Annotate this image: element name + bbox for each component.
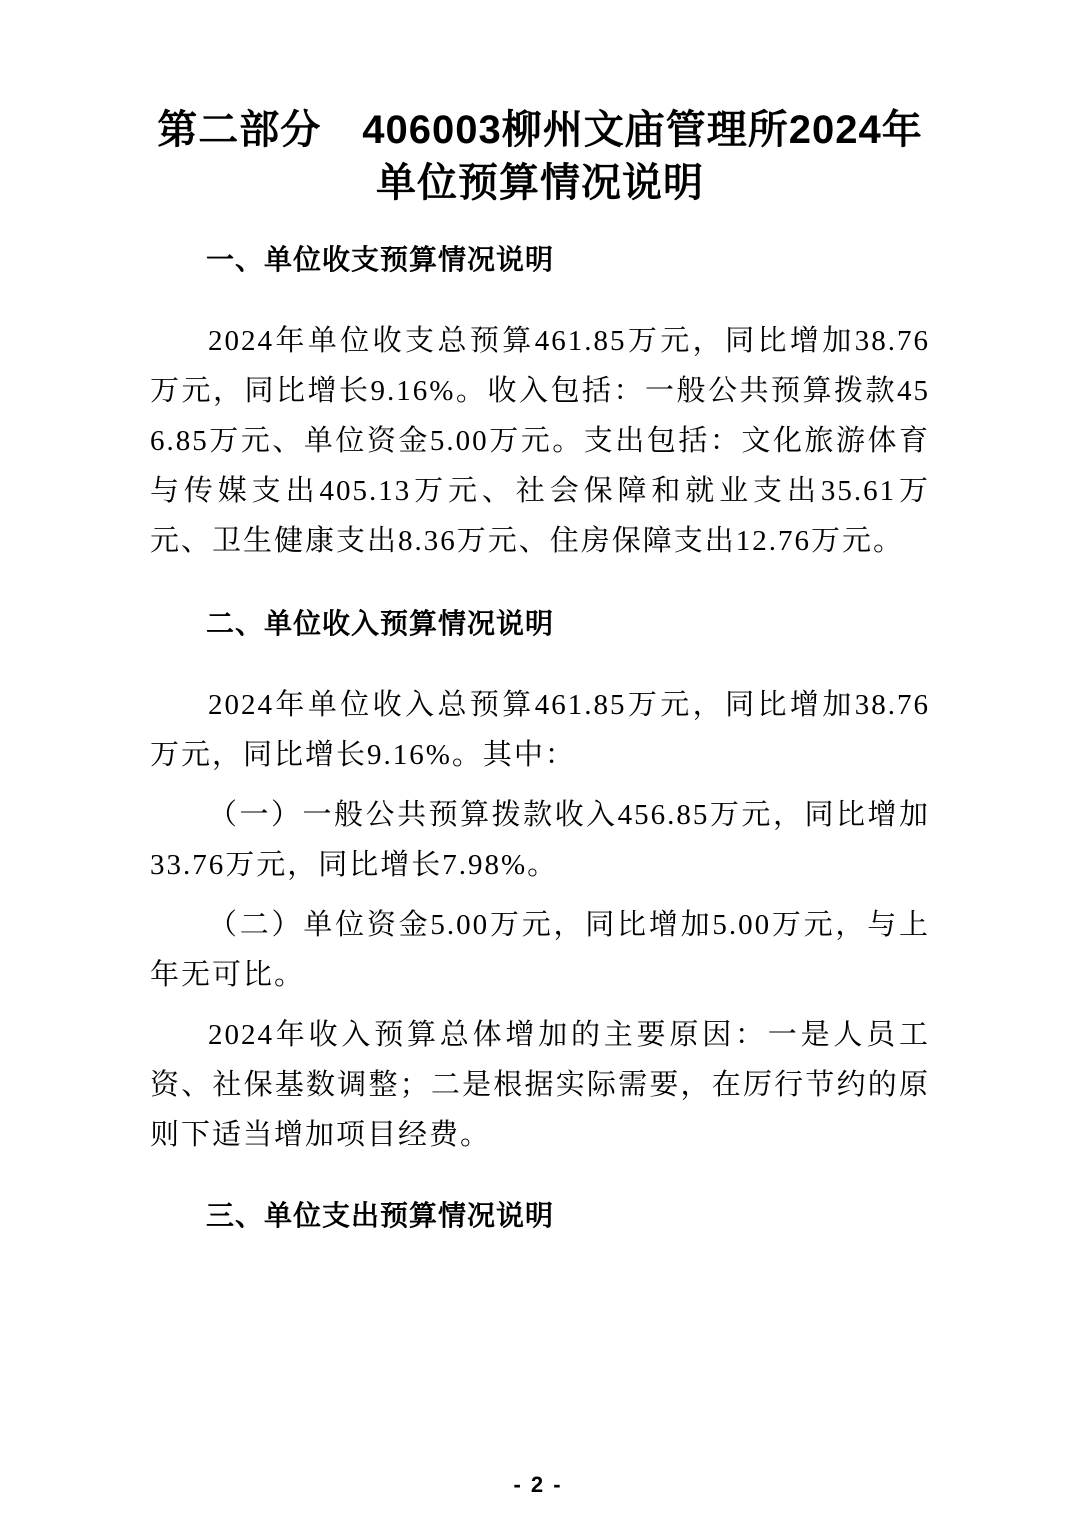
paragraph: （二）单位资金5.00万元，同比增加5.00万元，与上年无可比。	[150, 909, 930, 991]
paragraph: 2024年单位收入总预算461.85万元，同比增加38.76万元，同比增长9.16%。其中：	[150, 689, 930, 771]
section-income	[150, 608, 930, 1160]
page-number: - 2 -	[513, 1472, 563, 1497]
section-heading-3: 三、单位支出预算情况说明	[206, 1200, 555, 1231]
paragraph: （一）一般公共预算拨款收入456.85万元，同比增加33.76万元，同比增长7.98%。	[150, 799, 930, 881]
section-expenditure	[150, 1200, 930, 1232]
paragraph: 2024年单位收支总预算461.85万元，同比增加38.76万元，同比增长9.16%。收入包括：一般公共预算拨款456.85万元、单位资金5.00万元。支出包括：文化旅游体育与传媒支出405.13万元、社会保障和就业支出35.61万元、卫生健康支出8.36万元、住房保障支出12.76万元。	[150, 325, 930, 557]
section-heading-2: 二、单位收入预算情况说明	[206, 608, 555, 639]
document-title: 第二部分 406003柳州文庙管理所2024年单位预算情况说明	[157, 108, 923, 205]
paragraph: 2024年收入预算总体增加的主要原因：一是人员工资、社保基数调整；二是根据实际需要，在厉行节约的原则下适当增加项目经费。	[150, 1019, 930, 1151]
section-heading-1: 一、单位收支预算情况说明	[206, 244, 555, 275]
section-income-expenditure	[150, 244, 930, 566]
